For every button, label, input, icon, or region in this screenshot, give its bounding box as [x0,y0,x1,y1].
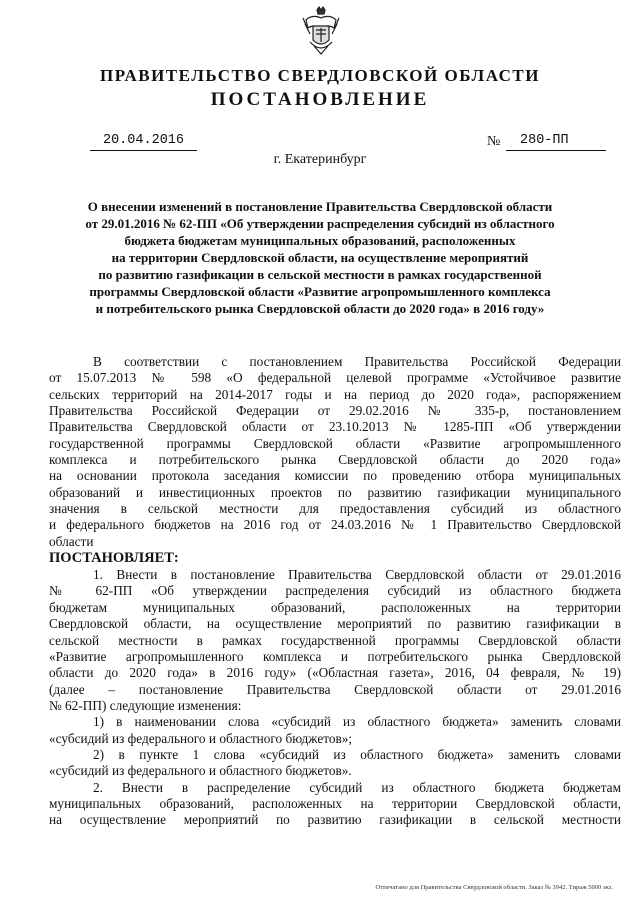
document-date: 20.04.2016 [90,133,197,151]
body-line: области до 2020 года» в 2016 году» («Областная газета», 2016, 04 февраля, № 19) [49,665,621,681]
body-line: Правительства Российской Федерации от 29.02.2016 № 335-р, постановлением [49,403,621,419]
body-line: В соответствии с постановлением Правительства Российской Федерации [93,354,621,369]
city: г. Екатеринбург [273,152,367,167]
title-line: на территории Свердловской области, на осуществление мероприятий [111,250,529,265]
body-line: сельских территорий на 2014-2017 годы и на период до 2020 года», распоряжением [49,386,621,402]
body-line: (далее – постановление Правительства Свердловской области от 29.01.2016 [49,681,621,697]
body-line: 2. Внести в распределение субсидий из областного бюджета бюджетам [93,779,621,795]
title-line: бюджета бюджетам муниципальных образований, расположенных [124,233,516,248]
coat-of-arms-icon [302,6,340,56]
body-line: комплекса и потребительского рынка Свердловской области до 2020 года» [49,452,621,468]
body-line: муниципальных образований, расположенных на территории Свердловской области, [49,795,621,811]
title-line: программы Свердловской области «Развитие агропромышленного комплекса [89,284,551,299]
title-line: от 29.01.2016 № 62-ПП «Об утверждении распределения субсидий из областного [85,216,555,231]
resolves-heading: ПОСТАНОВЛЯЕТ: [49,550,179,567]
document-type: ПОСТАНОВЛЕНИЕ [210,89,430,110]
document-body [49,354,621,829]
number-label: № [487,134,501,149]
body-line: на основании протокола заседания комиссии по проведению отбора муниципальных [49,468,621,484]
title-line: О внесении изменений в постановление Правительства Свердловской области [87,199,553,214]
document-title [40,198,600,317]
body-line: № 62-ПП «Об утверждении распределения субсидий из областного бюджета [49,583,621,599]
body-line: образований и инвестиционных проектов по развитию газификации муниципального [49,484,621,500]
body-line: «Развитие агропромышленного комплекса и потребительского рынка Свердловской [49,648,621,664]
body-line: от 15.07.2013 № 598 «О федеральной целевой программе «Устойчивое развитие [49,370,621,386]
body-line: «субсидий из федерального и областного бюджетов». [49,763,352,779]
body-line: «субсидий из федерального и областного бюджетов»; [49,730,353,746]
body-line: и федерального бюджетов на 2016 год от 24.03.2016 № 1 Правительство Свердловской [49,517,621,533]
body-line: сельской местности в рамках государственной программы Свердловской области [49,632,621,648]
print-footer: Отпечатано для Правительства Свердловской области. Заказ № 3942. Тираж 5000 экз. [375,884,613,891]
body-line: области [49,533,94,549]
body-line: на осуществление мероприятий по развитию газификации в сельской местности [49,812,621,828]
body-line: № 62-ПП) следующие изменения: [49,697,242,713]
body-line: 1) в наименовании слова «субсидий из областного бюджета» заменить словами [93,714,621,730]
body-line: государственной программы Свердловской области «Развитие агропромышленного [49,435,621,451]
body-line: 1. Внести в постановление Правительства Свердловской области от 29.01.2016 [93,567,621,583]
body-line: бюджетам муниципальных образований, расположенных на территории [49,599,621,615]
body-line: Свердловской области, на осуществление мероприятий по развитию газификации в [49,616,621,632]
title-line: по развитию газификации в сельской местности в рамках государственной [98,267,542,282]
body-line: значения в сельской местности для предоставления субсидий из областного [49,501,621,517]
body-line: 2) в пункте 1 слова «субсидий из областного бюджета» заменить словами [93,746,621,762]
body-line: Правительства Свердловской области от 23.10.2013 № 1285-ПП «Об утверждении [49,419,621,435]
document-number: 280-ПП [506,133,606,151]
organization-name: ПРАВИТЕЛЬСТВО СВЕРДЛОВСКОЙ ОБЛАСТИ [100,66,540,85]
title-line: и потребительского рынка Свердловской области до 2020 года» в 2016 году» [95,301,545,316]
